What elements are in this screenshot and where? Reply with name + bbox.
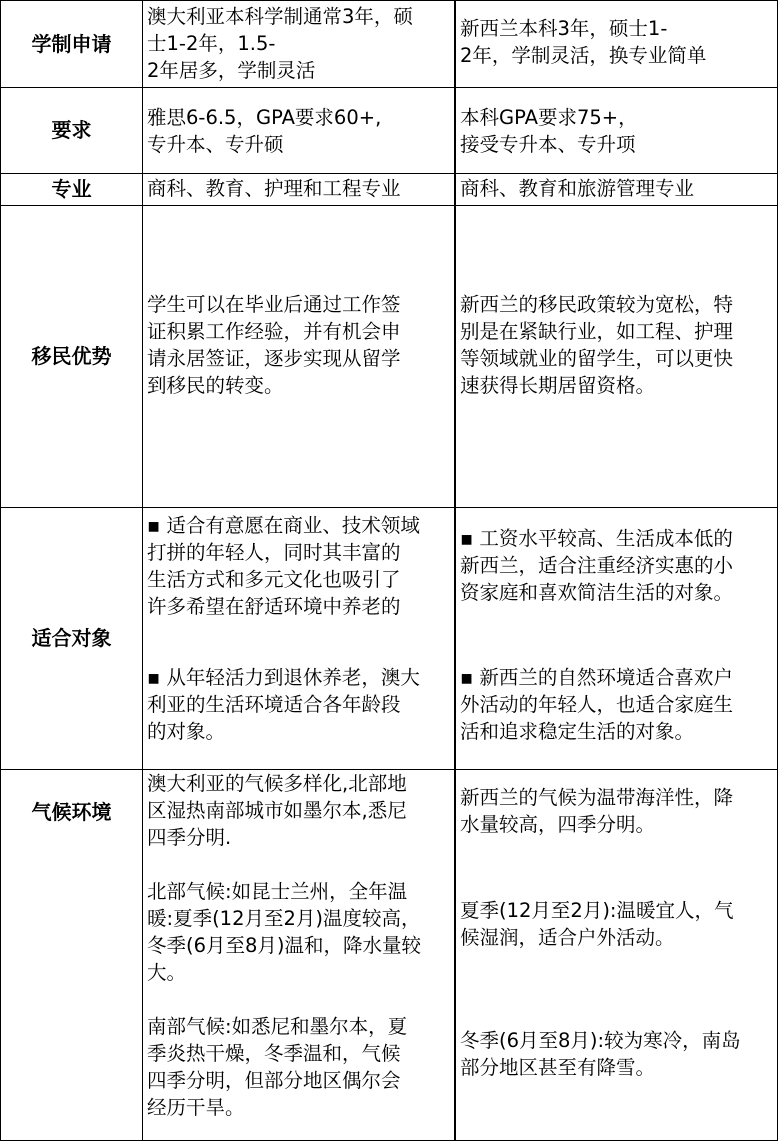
text-line: 南部气候:如悉尼和墨尔本，夏 <box>147 1015 408 1038</box>
text-line: 2年，学制灵活，换专业简单 <box>460 44 707 67</box>
text-line: 澳大利亚本科学制通常3年，硕 <box>147 5 413 28</box>
text-line: 北部气候:如昆士兰州，全年温 <box>147 880 408 903</box>
text-line: 士1-2年，1.5- <box>147 32 276 55</box>
text-line: 专升本、专升硕 <box>147 133 284 156</box>
text-line: 生活方式和多元文化也吸引了 <box>147 568 401 591</box>
text-line: 资家庭和喜欢简洁生活的对象。 <box>460 581 734 604</box>
text-line: 证积累工作经验，并有机会申 <box>147 320 401 343</box>
text-line: 雅思6-6.5，GPA要求60+, <box>147 106 382 129</box>
text-line: 本科GPA要求75+， <box>460 106 638 129</box>
new-zealand-education-system-cell <box>456 0 778 88</box>
australia-immigration-cell <box>143 206 456 508</box>
text-line: 外活动的年轻人，也适合家庭生 <box>460 693 734 716</box>
new-zealand-climate-cell <box>456 770 778 1141</box>
text-line: 暖:夏季(12月至2月)温度较高， <box>147 907 421 930</box>
australia-education-system-cell <box>143 0 456 88</box>
text-line: 接受专升本、专升项 <box>460 133 636 156</box>
text-line: 大。 <box>147 961 187 984</box>
text-line: 到移民的转变。 <box>147 374 284 397</box>
new-zealand-majors-cell <box>456 174 778 206</box>
text-line: 利亚的生活环境适合各年龄段 <box>147 693 401 716</box>
bullet-line: ▪ 新西兰的自然环境适合喜欢户 <box>460 666 733 689</box>
text-line: 活和追求稳定生活的对象。 <box>460 720 695 743</box>
new-zealand-immigration-cell <box>456 206 778 508</box>
australia-target-audience-cell <box>143 508 456 770</box>
text-line: 别是在紧缺行业，如工程、护理 <box>460 320 734 343</box>
text-line: 速获得长期居留资格。 <box>460 374 656 397</box>
text-line: 区湿热南部城市如墨尔本,悉尼 <box>147 799 407 822</box>
text-line: 打拼的年轻人，同时其丰富的 <box>147 541 401 564</box>
row-header-immigration-advantage: 移民优势 <box>0 206 143 508</box>
text-line: 澳大利亚的气候多样化,北部地 <box>147 772 407 795</box>
text-line: 四季分明，但部分地区偶尔会 <box>147 1069 401 1092</box>
text-line: 商科、教育和旅游管理专业 <box>460 177 695 200</box>
row-header-climate: 气候环境 <box>0 770 143 1141</box>
text-line: 学生可以在毕业后通过工作签 <box>147 293 401 316</box>
new-zealand-target-audience-cell <box>456 508 778 770</box>
row-header-requirements: 要求 <box>0 88 143 174</box>
text-line: 候湿润，适合户外活动。 <box>460 926 675 949</box>
australia-requirements-cell <box>143 88 456 174</box>
text-line: 的对象。 <box>147 720 226 743</box>
text-line: 新西兰的气候为温带海洋性，降 <box>460 786 734 809</box>
new-zealand-requirements-cell <box>456 88 778 174</box>
text-line: 季炎热干燥，冬季温和，气候 <box>147 1042 401 1065</box>
text-line: 冬季(6月至8月):较为寒冷，南岛 <box>460 1029 741 1052</box>
text-line: 新西兰，适合注重经济实惠的小 <box>460 554 734 577</box>
australia-majors-cell <box>143 174 456 206</box>
bullet-line: ▪ 适合有意愿在商业、技术领域 <box>147 514 420 537</box>
australia-climate-cell <box>143 770 456 1141</box>
row-header-target-audience: 适合对象 <box>0 508 143 770</box>
text-line: 新西兰本科3年，硕士1- <box>460 17 668 40</box>
text-line: 新西兰的移民政策较为宽松，特 <box>460 293 734 316</box>
bullet-line: ▪ 工资水平较高、生活成本低的 <box>460 527 733 550</box>
text-line: 等领域就业的留学生，可以更快 <box>460 347 734 370</box>
text-line: 经历干旱。 <box>147 1096 245 1119</box>
text-line: 夏季(12月至2月):温暖宜人，气 <box>460 899 734 922</box>
text-line: 请永居签证，逐步实现从留学 <box>147 347 401 370</box>
text-line: 2年居多，学制灵活 <box>147 59 316 82</box>
text-line: 商科、教育、护理和工程专业 <box>147 177 401 200</box>
bullet-line: ▪ 从年轻活力到退休养老，澳大 <box>147 666 420 689</box>
text-line: 冬季(6月至8月)温和，降水量较 <box>147 934 422 957</box>
row-header-education-system: 学制申请 <box>0 0 143 88</box>
row-header-majors: 专业 <box>0 174 143 206</box>
text-line: 许多希望在舒适环境中养老的 <box>147 595 401 618</box>
text-line: 四季分明. <box>147 826 232 849</box>
text-line: 部分地区甚至有降雪。 <box>460 1056 656 1079</box>
text-line: 水量较高，四季分明。 <box>460 813 656 836</box>
